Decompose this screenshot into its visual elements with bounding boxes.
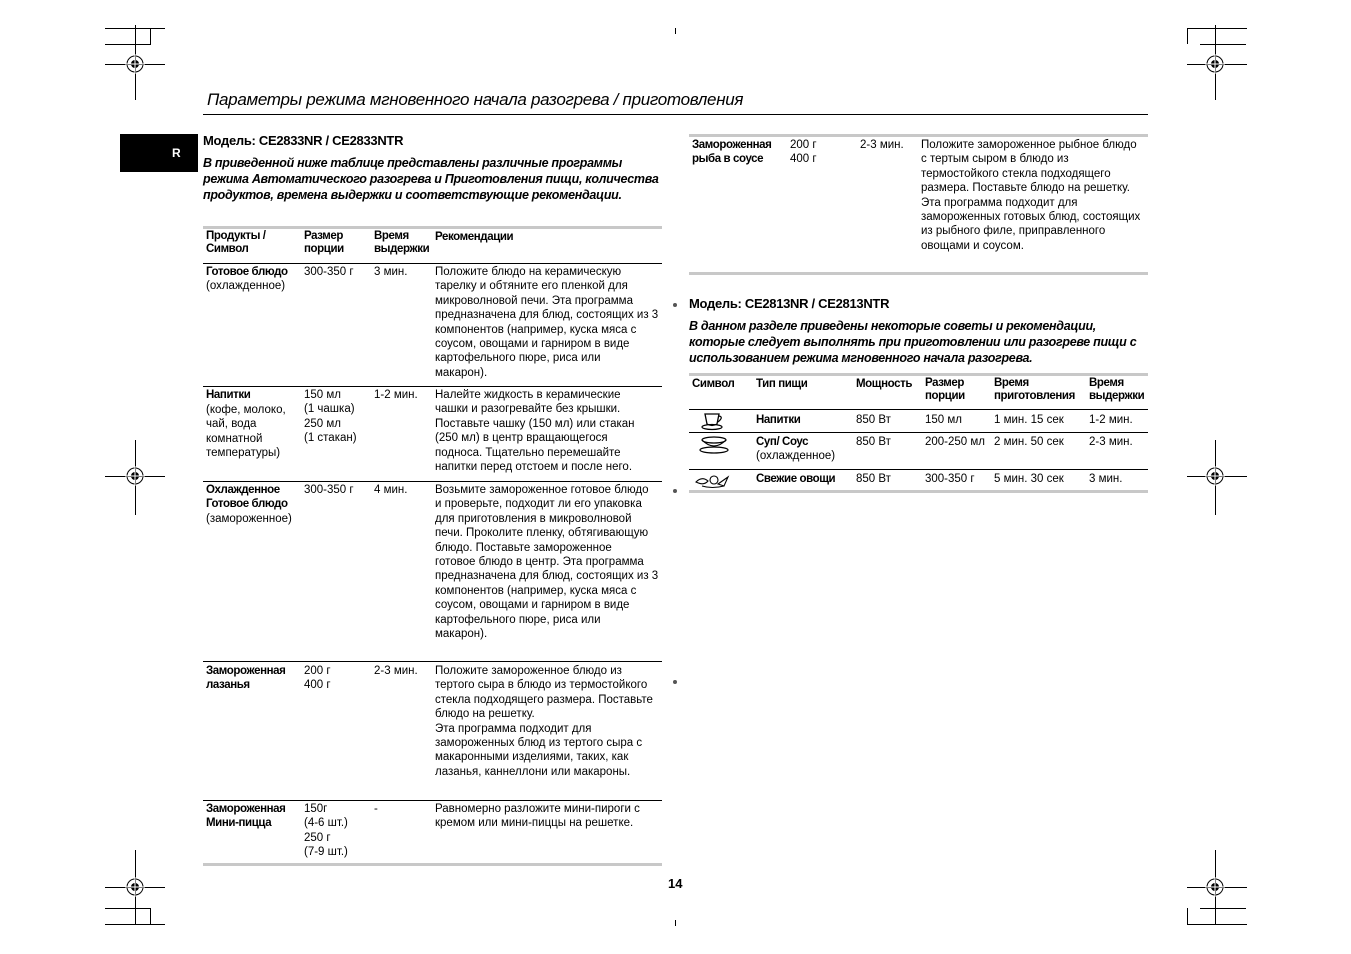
stand-time: 3 мин. xyxy=(1089,473,1123,485)
bullet-dot xyxy=(673,303,677,307)
intro-right: В данном разделе приведены некоторые советы и рекомендации, которые следует выполнять при приготовлении или разогреве пищи с использованием режима мгновенного начала разогрева. xyxy=(689,319,1137,365)
header-rule xyxy=(203,263,662,264)
registration-mark-icon xyxy=(125,54,145,74)
page-number: 14 xyxy=(668,876,683,891)
portion: 200 г 400 г xyxy=(304,665,331,692)
stand-time: - xyxy=(374,803,378,815)
recommendation: Положите блюдо на керамическую тарелку и обтяните его пленкой для микроволновой печи. Эта программа предназначена для блюд, состоящих из 3 компонентов (например, куска мяса с соусом, овощами и гарниром в виде картофельного пюре, риса или макарон). xyxy=(435,266,659,379)
product-name: Замороженная лазанья xyxy=(206,665,286,692)
model-heading-left: Модель: CE2833NR / CE2833NTR xyxy=(203,133,404,148)
stand-time: 4 мин. xyxy=(374,484,408,496)
food-type: Суп/ Соус xyxy=(756,436,809,448)
food-note: (охлажденное) xyxy=(756,450,836,462)
registration-mark-icon xyxy=(1205,877,1225,897)
header-portion: Размер порции xyxy=(925,377,965,402)
row-rule xyxy=(203,661,662,662)
portion: 300-350 г xyxy=(925,473,975,485)
bullet-dot xyxy=(673,489,677,493)
header-time: Время выдержки xyxy=(374,230,430,255)
stand-time: 2-3 мин. xyxy=(1089,436,1133,448)
power: 850 Вт xyxy=(856,414,891,426)
header-power: Мощность xyxy=(856,378,913,390)
portion: 300-350 г xyxy=(304,484,354,496)
cook-time: 2 мин. 50 сек xyxy=(994,436,1064,448)
recommendation: Налейте жидкость в керамические чашки и разогревайте без крышки. Поставьте чашку (150 мл) или стакан (250 мл) в центр вращающегося подноса. Тщательно перемешайте напитки перед отстоем и после него. xyxy=(435,389,635,474)
recommendation: Равномерно разложите мини-пироги с кремом или мини-пиццы на решетке. xyxy=(435,803,640,830)
title-rule xyxy=(203,114,1148,115)
portion: 200-250 мл xyxy=(925,436,986,448)
row-rule xyxy=(689,432,1148,433)
table-bottom-rule xyxy=(689,272,1148,275)
cook-time: 1 мин. 15 сек xyxy=(994,414,1064,426)
header-cook-time: Время приготовления xyxy=(994,377,1075,402)
row-rule xyxy=(203,800,662,801)
page-title: Параметры режима мгновенного начала разогрева / приготовления xyxy=(207,90,744,109)
stand-time: 2-3 мин. xyxy=(860,139,904,151)
table-top-rule xyxy=(689,134,1148,137)
header-portion: Размер порции xyxy=(304,230,344,255)
recommendation: Возьмите замороженное готовое блюдо и проверьте, подходит ли его упаковка для приготовления в микроволновой печи. Проколите пленку, обтягивающую блюдо. Поставьте замороженное готовое блюдо в центр. Эта программа предназначена для блюд, состоящих из 3 компонентов (например, куска мяса с соусом, овощами и гарниром в виде картофельного пюре, риса или макарон). xyxy=(435,484,659,641)
stand-time: 3 мин. xyxy=(374,266,408,278)
food-type: Напитки xyxy=(756,414,801,426)
product-name: Готовое блюдо xyxy=(206,266,288,278)
product-name: Замороженная Мини-пицца xyxy=(206,803,286,830)
header-product: Продукты / Символ xyxy=(206,230,266,255)
power: 850 Вт xyxy=(856,436,891,448)
portion: 200 г 400 г xyxy=(790,139,817,166)
registration-mark-icon xyxy=(125,466,145,486)
registration-mark-icon xyxy=(1205,466,1225,486)
center-tick xyxy=(675,920,676,926)
product-note: (замороженное) xyxy=(206,513,292,525)
row-rule xyxy=(203,481,662,482)
product-name: Охлажденное Готовое блюдо xyxy=(206,484,288,511)
header-stand-time: Время выдержки xyxy=(1089,377,1145,402)
vegetables-icon xyxy=(694,472,732,490)
row-rule xyxy=(203,386,662,387)
language-tab: R xyxy=(120,134,198,172)
header-food-type: Тип пищи xyxy=(756,378,808,390)
stand-time: 1-2 мин. xyxy=(1089,414,1133,426)
recommendation: Положите замороженное рыбное блюдо с тертым сыром в блюдо из термостойкого стекла подходящего размера. Поставьте блюдо на решетку. Эта программа подходит для замороженных готовых блюд, состоящих из рыбного филе, приправленного овощами и соусом. xyxy=(921,139,1141,252)
product-note: (охлажденное) xyxy=(206,280,286,292)
portion: 150 мл xyxy=(925,414,962,426)
portion: 300-350 г xyxy=(304,266,354,278)
table-bottom-rule xyxy=(689,490,1148,493)
stand-time: 2-3 мин. xyxy=(374,665,418,677)
intro-left: В приведенной ниже таблице представлены различные программы режима Автоматического разогрева и Приготовления пищи, количества продуктов, времена выдержки и соответствующие рекомендации. xyxy=(203,156,659,202)
portion: 150г (4-6 шт.) 250 г (7-9 шт.) xyxy=(304,803,348,859)
cup-icon xyxy=(701,411,727,431)
registration-mark-icon xyxy=(1205,54,1225,74)
stand-time: 1-2 мин. xyxy=(374,389,418,401)
row-rule xyxy=(689,469,1148,470)
header-rule xyxy=(689,409,1148,410)
recommendation: Положите замороженное блюдо из тертого сыра в блюдо из термостойкого стекла подходящего размера. Поставьте блюдо на решетку. Эта программа подходит для замороженных блюд из тертого сыра с макаронными изделиями, таких, как лазанья, каннеллони или макароны. xyxy=(435,665,653,778)
table-top-rule xyxy=(203,226,662,229)
center-tick xyxy=(675,28,676,34)
registration-mark-icon xyxy=(125,877,145,897)
power: 850 Вт xyxy=(856,473,891,485)
product-name: Замороженная рыба в соусе xyxy=(692,139,772,166)
product-name: Напитки xyxy=(206,389,251,401)
header-symbol: Символ xyxy=(692,378,735,390)
header-recommendations: Рекомендации xyxy=(435,231,514,243)
food-type: Свежие овощи xyxy=(756,473,836,485)
table-bottom-rule xyxy=(203,863,662,866)
product-note: (кофе, молоко, чай, вода комнатной температуры) xyxy=(206,404,286,460)
cook-time: 5 мин. 30 сек xyxy=(994,473,1064,485)
bullet-dot xyxy=(673,680,677,684)
table-top-rule xyxy=(689,373,1148,376)
model-heading-right: Модель: CE2813NR / CE2813NTR xyxy=(689,296,890,311)
soup-bowl-icon xyxy=(698,434,730,456)
portion: 150 мл (1 чашка) 250 мл (1 стакан) xyxy=(304,389,357,445)
